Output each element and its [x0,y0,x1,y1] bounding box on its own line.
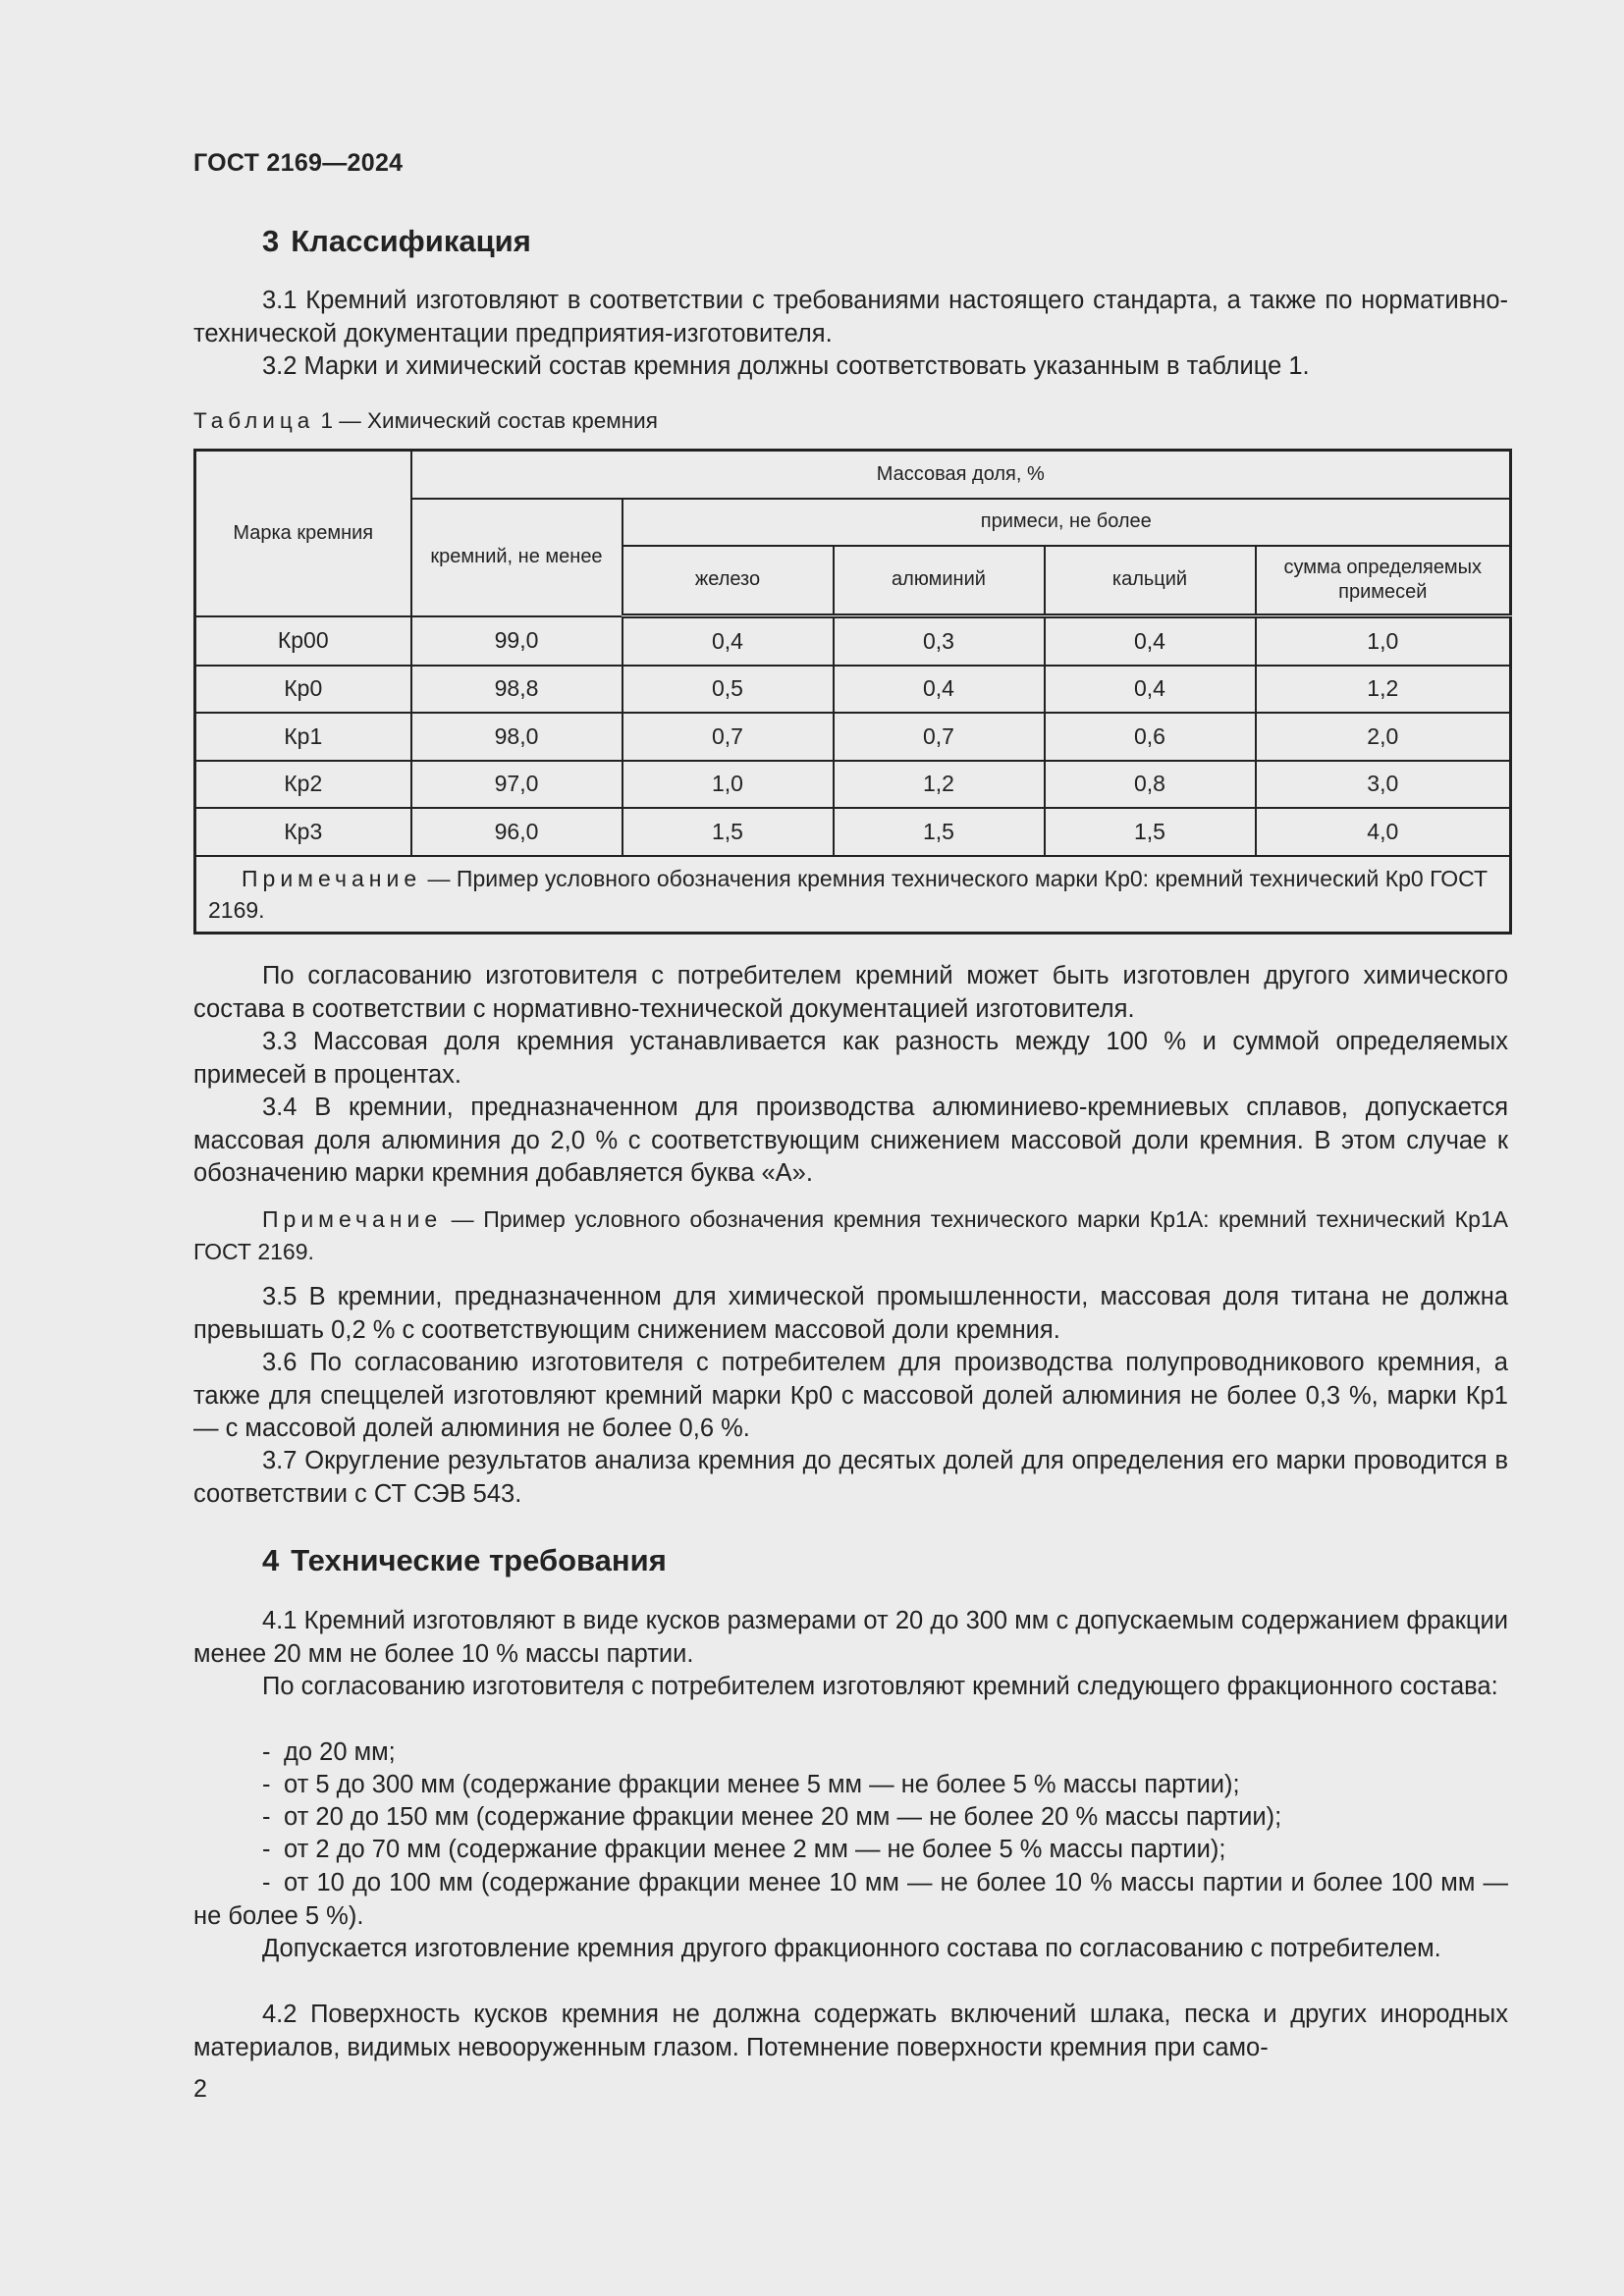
paragraph-4-1 [193,1605,1508,1671]
header-mass-fraction: Массовая доля, % [411,451,1511,499]
paragraph-text: 4.1 Кремний изготовляют в виде кусков размерами от 20 до 300 мм с допускаемым содержанием фракции менее 20 мм не более 10 % массы партии. [193,1607,1508,1668]
paragraph-3-6 [193,1347,1508,1446]
paragraph-3-1 [193,285,1508,350]
table-caption [193,408,658,434]
cell-silicon: 98,0 [411,713,623,761]
section-4-heading [262,1543,667,1578]
paragraph-text: 3.5 В кремнии, предназначенном для химической промышленности, массовая доля титана не должна превышать 0,2 % с соответствующим снижением массовой доли кремния. [193,1283,1508,1344]
paragraph-text: 4.2 Поверхность кусков кремния не должна содержать включений шлака, песка и других инородных материалов, видимых невооруженным глазом. Потемнение поверхности кремния при само- [193,2001,1508,2061]
cell-calcium: 0,4 [1045,616,1256,666]
cell-iron: 0,4 [623,616,834,666]
list-item-text: от 2 до 70 мм (содержание фракции менее 2 мм — не более 5 % массы партии); [284,1836,1226,1863]
header-iron: железо [623,546,834,616]
section-title: Технические требования [291,1543,667,1577]
list-item-text: от 10 до 100 мм (содержание фракции менее 10 мм — не более 10 % массы партии и более 100 мм — не более 5 %). [193,1869,1508,1930]
header-aluminium: алюминий [834,546,1045,616]
cell-silicon: 96,0 [411,808,623,856]
paragraph-3-2 [193,350,1508,384]
cell-grade: Кр2 [195,761,411,809]
chemical-composition-table [193,449,1512,934]
paragraph-4-1-other [193,1933,1508,1966]
paragraph-text: 3.7 Округление результатов анализа кремния до десятых долей для определения его марки проводится в соответствии с СТ СЭВ 543. [193,1447,1508,1508]
paragraph-text: 3.3 Массовая доля кремния устанавливается как разность между 100 % и суммой определяемых примесей в процентах. [193,1028,1508,1089]
header-silicon: кремний, не менее [411,499,623,616]
fraction-list-item: - от 2 до 70 мм (содержание фракции менее 2 мм — не более 5 % массы партии); [262,1836,1226,1863]
cell-grade: Кр3 [195,808,411,856]
cell-sum: 1,2 [1256,666,1511,714]
cell-grade: Кр1 [195,713,411,761]
note-label: Примечание [242,865,422,891]
cell-aluminium: 1,5 [834,808,1045,856]
table-note [195,856,1511,934]
document-header: ГОСТ 2169—2024 [193,149,404,177]
header-sum-impurities: сумма определяемых примесей [1256,546,1511,616]
table-row [195,713,1511,761]
header-grade: Марка кремния [195,451,411,616]
table-row [195,666,1511,714]
cell-silicon: 98,8 [411,666,623,714]
paragraph-text: 3.2 Марки и химический состав кремния должны соответствовать указанным в таблице 1. [262,352,1310,380]
section-number: 3 [262,224,280,258]
table-row [195,808,1511,856]
cell-aluminium: 0,4 [834,666,1045,714]
fraction-list-item: - от 20 до 150 мм (содержание фракции менее 20 мм — не более 20 % массы партии); [262,1803,1282,1831]
cell-sum: 3,0 [1256,761,1511,809]
cell-grade: Кр0 [195,666,411,714]
fraction-list-item: - до 20 мм; [262,1738,396,1766]
cell-iron: 0,5 [623,666,834,714]
paragraph-agreement [193,960,1508,1026]
paragraph-3-4 [193,1092,1508,1191]
note-3-4 [193,1203,1508,1268]
table-row [195,761,1511,809]
cell-aluminium: 0,7 [834,713,1045,761]
header-calcium: кальций [1045,546,1256,616]
cell-iron: 1,5 [623,808,834,856]
cell-calcium: 0,4 [1045,666,1256,714]
paragraph-4-1-agreement [193,1671,1508,1704]
table-row [195,616,1511,666]
table-note-row [195,856,1511,934]
cell-calcium: 1,5 [1045,808,1256,856]
cell-iron: 1,0 [623,761,834,809]
list-item-text: от 20 до 150 мм (содержание фракции менее 20 мм — не более 20 % массы партии); [284,1803,1282,1831]
page-number: 2 [193,2075,207,2103]
fraction-list-item: - от 10 до 100 мм (содержание фракции менее 10 мм — не более 10 % массы партии и более 100 мм — не более 5 %). [193,1869,1508,1930]
paragraph-3-7 [193,1445,1508,1511]
section-3-heading [262,224,531,259]
cell-sum: 1,0 [1256,616,1511,666]
caption-text: 1 — Химический состав кремния [314,408,658,433]
paragraph-text: 3.1 Кремний изготовляют в соответствии с требованиями настоящего стандарта, а также по нормативно-технической документации предприятия-изготовителя. [193,287,1508,347]
section-title: Классификация [291,224,531,258]
list-item-text: до 20 мм; [284,1738,396,1766]
note-text: — Пример условного обозначения кремния технического марки Кр0: кремний технический Кр0 ГОСТ 2169. [208,865,1489,923]
paragraph-text: Допускается изготовление кремния другого фракционного состава по согласованию с потребителем. [262,1935,1441,1962]
paragraph-text: 3.4 В кремнии, предназначенном для производства алюминиево-кремниевых сплавов, допускается массовая доля алюминия до 2,0 % с соответствующим снижением массовой доли кремния. В этом случае к обозначению марки кремния добавляется буква «А». [193,1094,1508,1187]
cell-calcium: 0,6 [1045,713,1256,761]
cell-calcium: 0,8 [1045,761,1256,809]
cell-aluminium: 0,3 [834,616,1045,666]
list-item-text: от 5 до 300 мм (содержание фракции менее 5 мм — не более 5 % массы партии); [284,1771,1240,1798]
paragraph-text: По согласованию изготовителя с потребителем кремний может быть изготовлен другого химического состава в соответствии с нормативно-технической документацией изготовителя. [193,962,1508,1023]
paragraph-text: 3.6 По согласованию изготовителя с потребителем для производства полупроводникового кремния, а также для спеццелей изготовляют кремний марки Кр0 с массовой долей алюминия не более 0,3 %, марки Кр1 — с массовой долей алюминия не более 0,6 %. [193,1349,1508,1442]
note-label: Примечание [262,1206,443,1232]
header-impurities: примеси, не более [623,499,1511,546]
cell-sum: 2,0 [1256,713,1511,761]
paragraph-3-5 [193,1281,1508,1347]
paragraph-4-2 [193,1999,1508,2064]
cell-iron: 0,7 [623,713,834,761]
cell-grade: Кр00 [195,616,411,666]
cell-silicon: 97,0 [411,761,623,809]
section-number: 4 [262,1543,280,1577]
cell-sum: 4,0 [1256,808,1511,856]
caption-label: Таблица [193,408,315,433]
cell-aluminium: 1,2 [834,761,1045,809]
cell-silicon: 99,0 [411,616,623,666]
paragraph-text: По согласованию изготовителя с потребителем изготовляют кремний следующего фракционного состава: [262,1673,1498,1700]
fraction-list-item: - от 5 до 300 мм (содержание фракции менее 5 мм — не более 5 % массы партии); [262,1771,1240,1798]
paragraph-3-3 [193,1026,1508,1092]
note-text: — Пример условного обозначения кремния технического марки Кр1А: кремний технический Кр1А ГОСТ 2169. [193,1206,1508,1264]
